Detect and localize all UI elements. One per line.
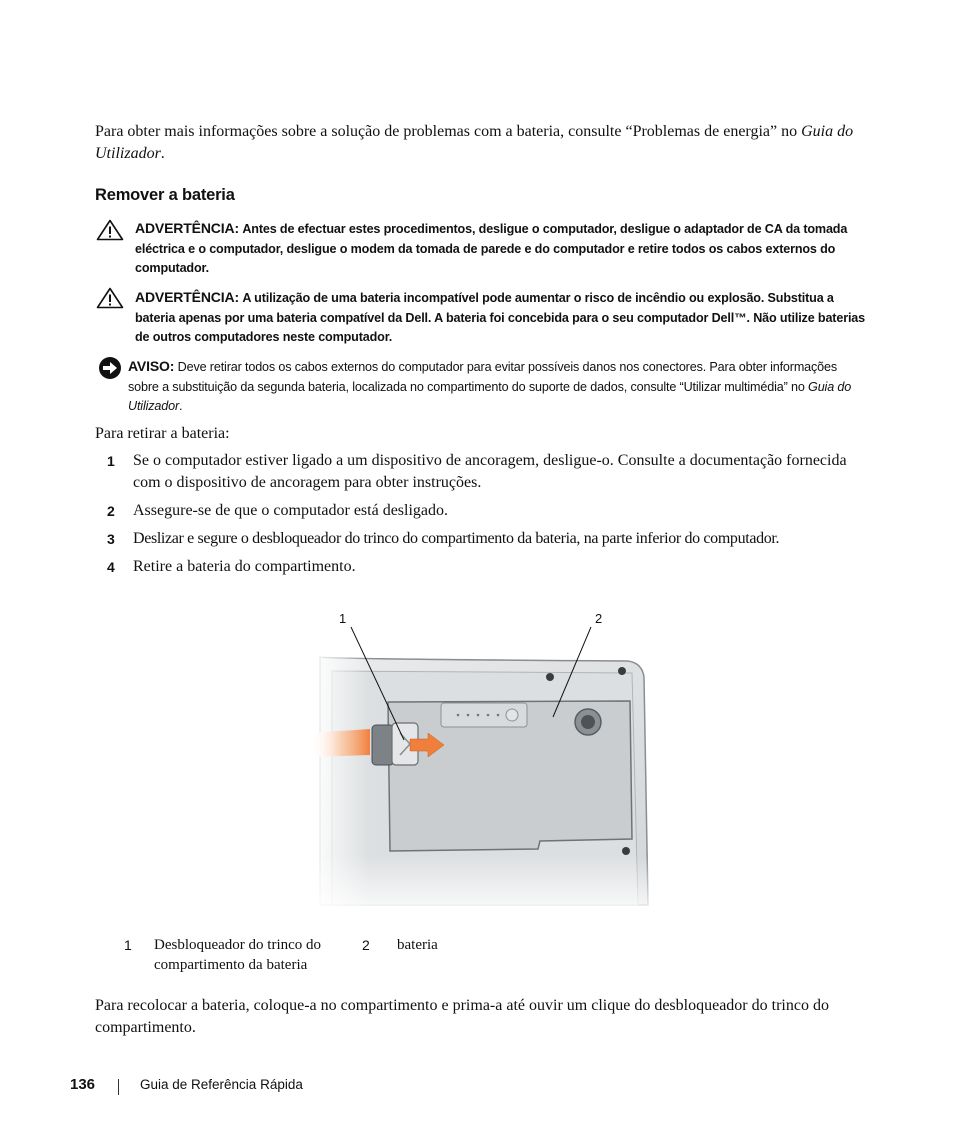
- callout-number: 1: [339, 611, 347, 626]
- step-text: Se o computador estiver ligado a um dispositivo de ancoragem, desligue-o. Consulte a documentação fornecida com o dispositivo de ancoragem para obter instruções.: [133, 452, 847, 491]
- intro-text-end: .: [160, 145, 165, 162]
- notice-guide-name: Guia do Utilizador: [128, 379, 852, 413]
- warning-text: A utilização de uma bateria incompatível pode aumentar o risco de incêndio ou explosão. Substitua a bateria apenas por uma bateria compatível da Dell. A bateria foi concebida para o seu computador Dell™. Não utilize baterias de outros computadores neste computador.: [135, 291, 866, 344]
- step-text: Retire a bateria do compartimento.: [133, 558, 356, 575]
- caption-number: 2: [362, 937, 370, 953]
- step-number: 4: [107, 559, 115, 575]
- battery-removal-illustration: [310, 605, 660, 920]
- warning-icon: [96, 287, 124, 309]
- step-text: Deslizar e segure o desbloqueador do trinco do compartimento da bateria, na parte inferior do computador.: [133, 530, 780, 547]
- warning-block: [135, 288, 870, 348]
- intro-paragraph: [95, 121, 855, 165]
- notice-text-end: .: [179, 399, 183, 413]
- step-number: 1: [107, 453, 115, 469]
- footer-title: Guia de Referência Rápida: [140, 1077, 303, 1092]
- warning-block: [135, 219, 870, 279]
- step-text: Assegure-se de que o computador está desligado.: [133, 502, 449, 519]
- step-number: 2: [107, 503, 115, 519]
- notice-block: [128, 357, 870, 417]
- notice-label: AVISO:: [128, 358, 175, 374]
- page-number: 136: [70, 1076, 96, 1093]
- intro-text: Para obter mais informações sobre a solução de problemas com a bateria, consulte “Problemas de energia” no: [95, 123, 802, 140]
- section-heading: Remover a bateria: [95, 186, 235, 204]
- notice-text: Deve retirar todos os cabos externos do computador para evitar possíveis danos nos conectores. Para obter informações sobre a substituição da segunda bateria, localizada no compartimento do suporte de dados, consulte “Utilizar multimédia” no: [128, 360, 838, 394]
- warning-text: Antes de efectuar estes procedimentos, desligue o computador, desligue o adaptador de CA da tomada eléctrica e o computador, desligue o modem da tomada de parede e do computador e retire todos os cabos externos do computador.: [135, 222, 848, 275]
- warning-label: ADVERTÊNCIA:: [135, 289, 239, 305]
- steps-intro: Para retirar a bateria:: [95, 425, 230, 442]
- warning-icon: [96, 219, 124, 241]
- caption-number: 1: [124, 937, 132, 953]
- caption-text: bateria: [397, 937, 438, 953]
- caption-text: Desbloqueador do trinco do: [154, 937, 322, 953]
- step-number: 3: [107, 531, 115, 547]
- caption-text: compartimento da bateria: [154, 957, 308, 973]
- intro-guide-name: Guia do Utilizador: [95, 123, 854, 162]
- footer-divider: [118, 1079, 119, 1095]
- warning-label: ADVERTÊNCIA:: [135, 220, 239, 236]
- callout-number: 2: [595, 611, 603, 626]
- closing-paragraph: Para recolocar a bateria, coloque-a no compartimento e prima-a até ouvir um clique do desbloqueador do trinco do compartimento.: [95, 997, 829, 1036]
- notice-icon: [98, 356, 122, 380]
